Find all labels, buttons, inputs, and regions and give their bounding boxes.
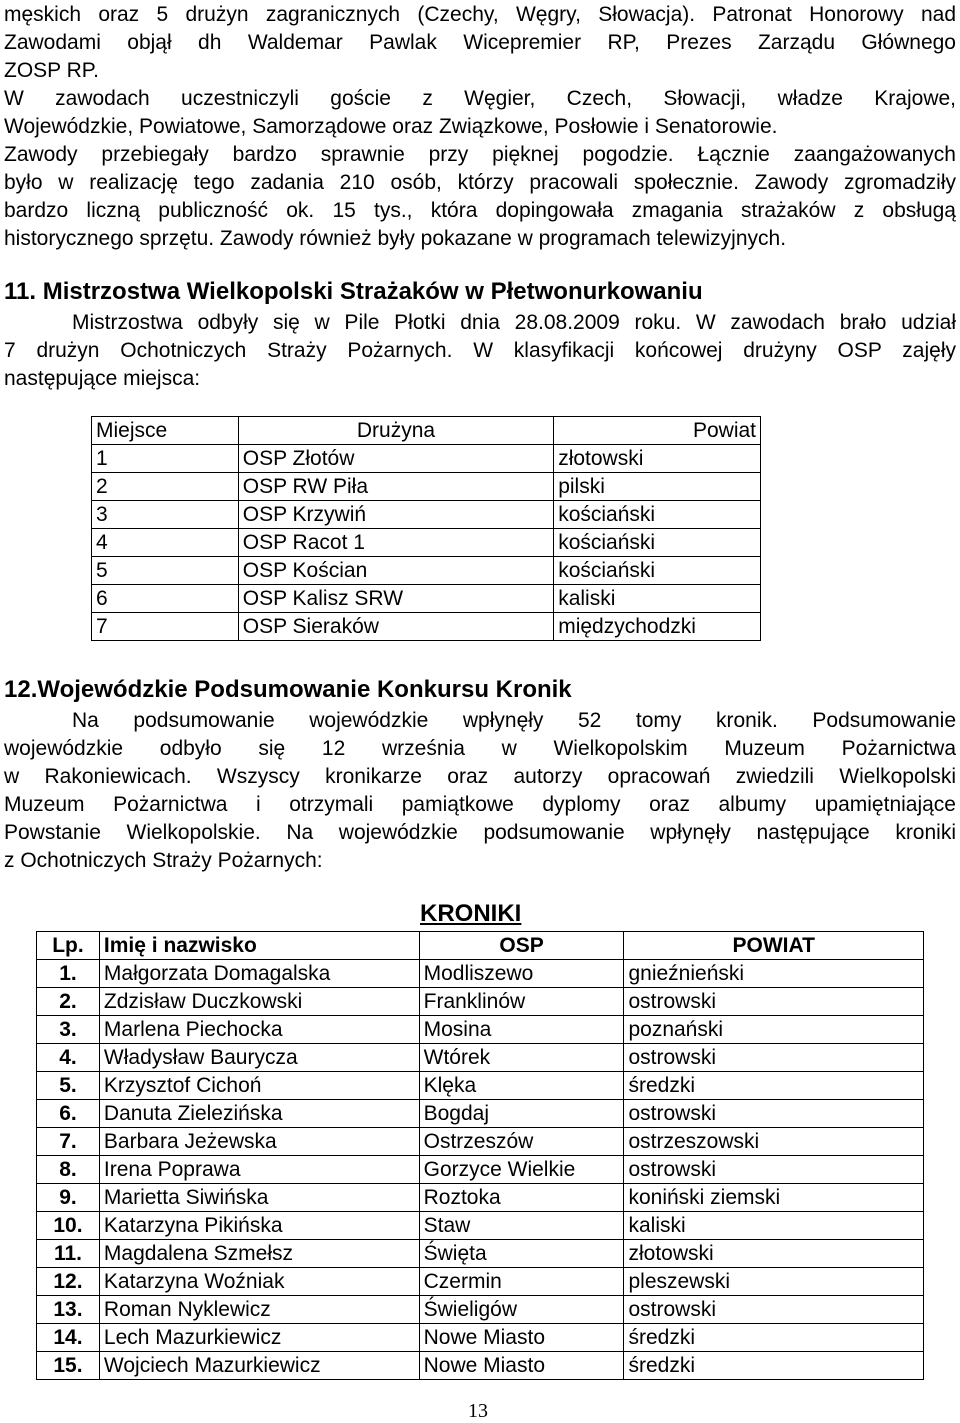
section-12-line: w Rakoniewicach. Wszyscy kronikarze oraz autorzy opracowań zwiedzili Wielkopolski xyxy=(4,765,956,788)
intro-line: ZOSP RP. xyxy=(4,59,99,82)
name-cell: Marietta Siwińska xyxy=(99,1184,419,1212)
name-cell: Małgorzata Domagalska xyxy=(99,960,419,988)
table-row xyxy=(37,1296,924,1324)
intro-line: Wojewódzkie, Powiatowe, Samorządowe oraz Związkowe, Posłowie i Senatorowie. xyxy=(4,115,778,138)
place-cell: 3 xyxy=(92,501,239,529)
osp-cell: Gorzyce Wielkie xyxy=(419,1156,624,1184)
team-cell: OSP Kalisz SRW xyxy=(238,585,553,613)
team-cell: OSP Kościan xyxy=(238,557,553,585)
place-cell: 2 xyxy=(92,473,239,501)
table-row xyxy=(37,1212,924,1240)
row-number-cell: 1. xyxy=(37,960,100,988)
place-cell: 5 xyxy=(92,557,239,585)
section-12-line: z Ochotniczych Straży Pożarnych: xyxy=(4,849,323,872)
name-cell: Katarzyna Woźniak xyxy=(99,1268,419,1296)
county-cell: średzki xyxy=(624,1324,924,1352)
intro-line: Zawody przebiegały bardzo sprawnie przy pięknej pogodzie. Łącznie zaangażowanych xyxy=(4,143,956,166)
column-header: POWIAT xyxy=(624,932,924,960)
section-11-heading: 11. Mistrzostwa Wielkopolski Strażaków w Płetwonurkowaniu xyxy=(4,278,703,305)
osp-cell: Święta xyxy=(419,1240,624,1268)
team-cell: OSP Sieraków xyxy=(238,613,553,641)
team-cell: OSP RW Piła xyxy=(238,473,553,501)
name-cell: Danuta Zielezińska xyxy=(99,1100,419,1128)
county-cell: poznański xyxy=(624,1016,924,1044)
county-cell: ostrowski xyxy=(624,1156,924,1184)
osp-cell: Wtórek xyxy=(419,1044,624,1072)
section-12-line: Na podsumowanie wojewódzkie wpłynęły 52 tomy kronik. Podsumowanie xyxy=(72,709,956,732)
table-row xyxy=(37,960,924,988)
name-cell: Lech Mazurkiewicz xyxy=(99,1324,419,1352)
county-cell: międzychodzki xyxy=(554,613,761,641)
row-number-cell: 6. xyxy=(37,1100,100,1128)
name-cell: Marlena Piechocka xyxy=(99,1016,419,1044)
table-row xyxy=(37,1128,924,1156)
table-row xyxy=(37,1352,924,1380)
team-cell: OSP Racot 1 xyxy=(238,529,553,557)
table-row xyxy=(92,445,761,473)
standings-table xyxy=(91,416,761,641)
osp-cell: Staw xyxy=(419,1212,624,1240)
chronicles-table-body xyxy=(37,960,924,1380)
place-cell: 7 xyxy=(92,613,239,641)
county-cell: kościański xyxy=(554,501,761,529)
name-cell: Władysław Baurycza xyxy=(99,1044,419,1072)
table-row xyxy=(92,613,761,641)
row-number-cell: 5. xyxy=(37,1072,100,1100)
table-row xyxy=(37,1156,924,1184)
column-header: Lp. xyxy=(37,932,100,960)
row-number-cell: 2. xyxy=(37,988,100,1016)
intro-line: męskich oraz 5 drużyn zagranicznych (Czechy, Węgry, Słowacja). Patronat Honorowy nad xyxy=(4,3,956,26)
osp-cell: Franklinów xyxy=(419,988,624,1016)
name-cell: Magdalena Szmełsz xyxy=(99,1240,419,1268)
chronicles-table xyxy=(36,931,924,1380)
county-cell: kaliski xyxy=(624,1212,924,1240)
column-header: Drużyna xyxy=(238,417,553,445)
county-cell: ostrzeszowski xyxy=(624,1128,924,1156)
osp-cell: Mosina xyxy=(419,1016,624,1044)
county-cell: kaliski xyxy=(554,585,761,613)
row-number-cell: 12. xyxy=(37,1268,100,1296)
name-cell: Barbara Jeżewska xyxy=(99,1128,419,1156)
table-row xyxy=(92,529,761,557)
section-12-heading: 12.Wojewódzkie Podsumowanie Konkursu Kronik xyxy=(4,676,572,703)
osp-cell: Ostrzeszów xyxy=(419,1128,624,1156)
county-cell: kościański xyxy=(554,557,761,585)
intro-line: było w realizację tego zadania 210 osób, którzy pracowali społecznie. Zawody zgromadziły xyxy=(4,171,956,194)
table-row xyxy=(92,585,761,613)
county-cell: ostrowski xyxy=(624,1044,924,1072)
row-number-cell: 11. xyxy=(37,1240,100,1268)
intro-line: historycznego sprzętu. Zawody również były pokazane w programach telewizyjnych. xyxy=(4,227,787,250)
row-number-cell: 4. xyxy=(37,1044,100,1072)
name-cell: Krzysztof Cichoń xyxy=(99,1072,419,1100)
osp-cell: Roztoka xyxy=(419,1184,624,1212)
team-cell: OSP Krzywiń xyxy=(238,501,553,529)
row-number-cell: 14. xyxy=(37,1324,100,1352)
intro-line: bardzo liczną publiczność ok. 15 tys., która dopingowała zmagania strażaków z obsługą xyxy=(4,199,956,222)
table-row xyxy=(92,557,761,585)
table-header-row xyxy=(37,932,924,960)
team-cell: OSP Złotów xyxy=(238,445,553,473)
county-cell: ostrowski xyxy=(624,1296,924,1324)
county-cell: kościański xyxy=(554,529,761,557)
table-row xyxy=(37,1100,924,1128)
section-11-line: 7 drużyn Ochotniczych Straży Pożarnych. W klasyfikacji końcowej drużyny OSP zajęły xyxy=(4,339,956,362)
row-number-cell: 8. xyxy=(37,1156,100,1184)
table-row xyxy=(37,1324,924,1352)
county-cell: pleszewski xyxy=(624,1268,924,1296)
name-cell: Irena Poprawa xyxy=(99,1156,419,1184)
county-cell: ostrowski xyxy=(624,988,924,1016)
column-header: Powiat xyxy=(554,417,761,445)
osp-cell: Bogdaj xyxy=(419,1100,624,1128)
table-row xyxy=(92,473,761,501)
county-cell: średzki xyxy=(624,1352,924,1380)
osp-cell: Klęka xyxy=(419,1072,624,1100)
county-cell: pilski xyxy=(554,473,761,501)
column-header: Imię i nazwisko xyxy=(99,932,419,960)
row-number-cell: 13. xyxy=(37,1296,100,1324)
table-row xyxy=(37,1016,924,1044)
table-row xyxy=(37,1240,924,1268)
osp-cell: Nowe Miasto xyxy=(419,1352,624,1380)
osp-cell: Nowe Miasto xyxy=(419,1324,624,1352)
row-number-cell: 9. xyxy=(37,1184,100,1212)
table-header-row xyxy=(92,417,761,445)
place-cell: 4 xyxy=(92,529,239,557)
name-cell: Wojciech Mazurkiewicz xyxy=(99,1352,419,1380)
row-number-cell: 3. xyxy=(37,1016,100,1044)
column-header: Miejsce xyxy=(92,417,239,445)
place-cell: 1 xyxy=(92,445,239,473)
section-12-line: Powstanie Wielkopolskie. Na wojewódzkie podsumowanie wpłynęły następujące kroniki xyxy=(4,821,956,844)
intro-line: Zawodami objął dh Waldemar Pawlak Wicepremier RP, Prezes Zarządu Głównego xyxy=(4,31,956,54)
county-cell: koniński ziemski xyxy=(624,1184,924,1212)
section-11-line: następujące miejsca: xyxy=(4,367,201,390)
place-cell: 6 xyxy=(92,585,239,613)
section-12-line: wojewódzkie odbyło się 12 września w Wielkopolskim Muzeum Pożarnictwa xyxy=(4,737,956,760)
table-row xyxy=(37,988,924,1016)
table-row xyxy=(37,1184,924,1212)
county-cell: ostrowski xyxy=(624,1100,924,1128)
name-cell: Zdzisław Duczkowski xyxy=(99,988,419,1016)
county-cell: średzki xyxy=(624,1072,924,1100)
table-row xyxy=(37,1072,924,1100)
row-number-cell: 10. xyxy=(37,1212,100,1240)
section-12-line: Muzeum Pożarnictwa i otrzymali pamiątkowe dyplomy oraz albumy upamiętniające xyxy=(4,793,956,816)
county-cell: złotowski xyxy=(554,445,761,473)
table-row xyxy=(37,1268,924,1296)
page-number: 13 xyxy=(468,1400,488,1422)
row-number-cell: 7. xyxy=(37,1128,100,1156)
county-cell: gnieźnieński xyxy=(624,960,924,988)
intro-line: W zawodach uczestniczyli goście z Węgier, Czech, Słowacji, władze Krajowe, xyxy=(4,87,956,110)
table-row xyxy=(92,501,761,529)
name-cell: Katarzyna Pikińska xyxy=(99,1212,419,1240)
table-row xyxy=(37,1044,924,1072)
chronicles-table-title: KRONIKI xyxy=(420,900,522,927)
osp-cell: Modliszewo xyxy=(419,960,624,988)
county-cell: złotowski xyxy=(624,1240,924,1268)
osp-cell: Czermin xyxy=(419,1268,624,1296)
row-number-cell: 15. xyxy=(37,1352,100,1380)
osp-cell: Świeligów xyxy=(419,1296,624,1324)
column-header: OSP xyxy=(419,932,624,960)
section-11-line: Mistrzostwa odbyły się w Pile Płotki dnia 28.08.2009 roku. W zawodach brało udział xyxy=(72,311,956,334)
name-cell: Roman Nyklewicz xyxy=(99,1296,419,1324)
